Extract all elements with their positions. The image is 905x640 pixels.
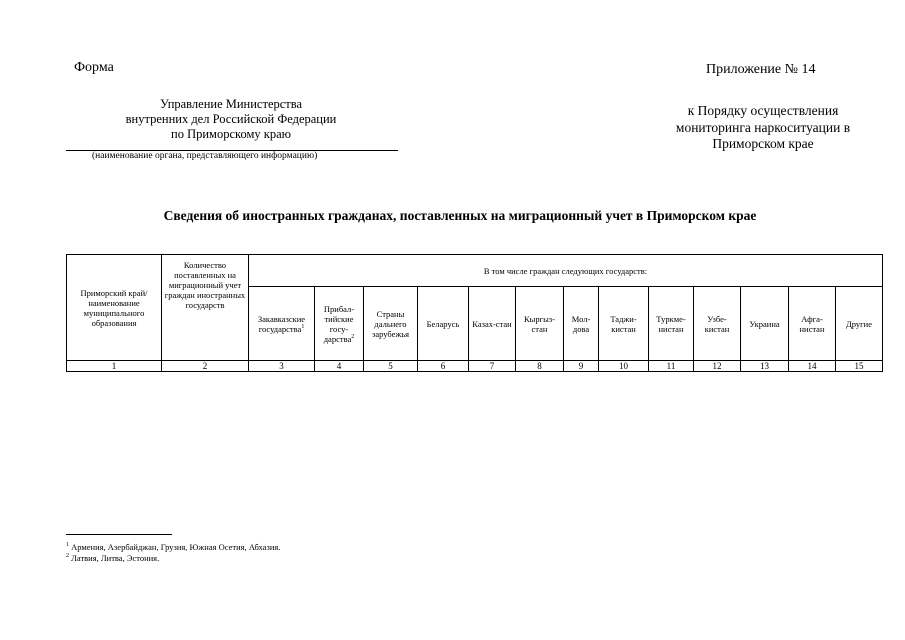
order-line: Приморском крае: [712, 136, 814, 151]
header-country: [789, 287, 836, 361]
document-title: Сведения об иностранных гражданах, поставленных на миграционный учет в Приморском крае: [163, 208, 757, 223]
footnote-text: Армения, Азербайджан, Грузия, Южная Осетия, Абхазия.: [71, 542, 281, 552]
column-number: 9: [564, 361, 599, 372]
country-label: Казах-стан: [472, 318, 512, 329]
column-number: 13: [741, 361, 789, 372]
column-number: 6: [418, 361, 469, 372]
column-number: 14: [789, 361, 836, 372]
header-country: [364, 287, 418, 361]
country-label: Закавказские государства: [257, 313, 306, 334]
column-number: 7: [469, 361, 516, 372]
header-quantity: Количество поставленных на миграционный учет граждан иностранных государств: [162, 255, 249, 361]
country-label: Прибал-тийские госу-дарства: [323, 303, 355, 344]
footnote-1: [66, 542, 280, 552]
country-label: Страны дальнего зарубежья: [371, 308, 410, 339]
country-label: Туркме-нистан: [656, 313, 686, 334]
footnote-mark: 2: [66, 553, 69, 560]
table-header-row: [67, 255, 883, 287]
header-country: [249, 287, 315, 361]
order-line: к Порядку осуществления: [687, 103, 839, 118]
header-countries-group: В том числе граждан следующих государств:: [249, 255, 883, 287]
header-country: [694, 287, 741, 361]
country-label: Кыргыз-стан: [523, 313, 556, 334]
column-number: 3: [249, 361, 315, 372]
footnote-mark: 1: [66, 542, 69, 549]
country-label: Беларусь: [426, 318, 460, 329]
order-reference: [664, 103, 862, 153]
form-label: Форма: [74, 60, 114, 75]
header-country: [516, 287, 564, 361]
table-number-row: [67, 361, 883, 372]
column-number: 5: [364, 361, 418, 372]
order-line: мониторинга наркоситуации в: [675, 119, 851, 135]
footnote-ref: 2: [351, 333, 355, 340]
organization-name: [104, 97, 358, 142]
column-number: 15: [836, 361, 883, 372]
country-label: Мол-дова: [571, 313, 591, 334]
country-label: Афга-нистан: [799, 313, 825, 334]
country-label: Узбе-кистан: [704, 313, 730, 334]
footnote-text: Латвия, Литва, Эстония.: [71, 553, 160, 563]
header-country: [649, 287, 694, 361]
organization-line: внутренних дел Российской Федерации: [125, 112, 337, 126]
country-label: Украина: [749, 318, 780, 329]
organization-caption: (наименование органа, представляющего информацию): [92, 151, 318, 161]
header-country: [741, 287, 789, 361]
organization-line: Управление Министерства: [159, 97, 303, 111]
organization-line: по Приморскому краю: [171, 127, 291, 141]
country-label: Таджи-кистан: [610, 313, 637, 334]
header-country: [564, 287, 599, 361]
column-number: 4: [315, 361, 364, 372]
header-region: Приморский край/ наименование муниципального образования: [67, 255, 162, 361]
header-country: [418, 287, 469, 361]
column-number: 11: [649, 361, 694, 372]
header-country: [836, 287, 883, 361]
column-number: 2: [162, 361, 249, 372]
footnote-2: [66, 553, 159, 563]
footnote-separator: [66, 534, 172, 535]
header-country: [315, 287, 364, 361]
column-number: 1: [67, 361, 162, 372]
country-label: Другие: [846, 318, 872, 329]
column-number: 8: [516, 361, 564, 372]
column-number: 10: [599, 361, 649, 372]
footnote-ref: 1: [301, 323, 305, 330]
header-country: [599, 287, 649, 361]
header-country: [469, 287, 516, 361]
migration-table: [66, 254, 883, 372]
appendix-label: Приложение № 14: [706, 62, 816, 77]
column-number: 12: [694, 361, 741, 372]
